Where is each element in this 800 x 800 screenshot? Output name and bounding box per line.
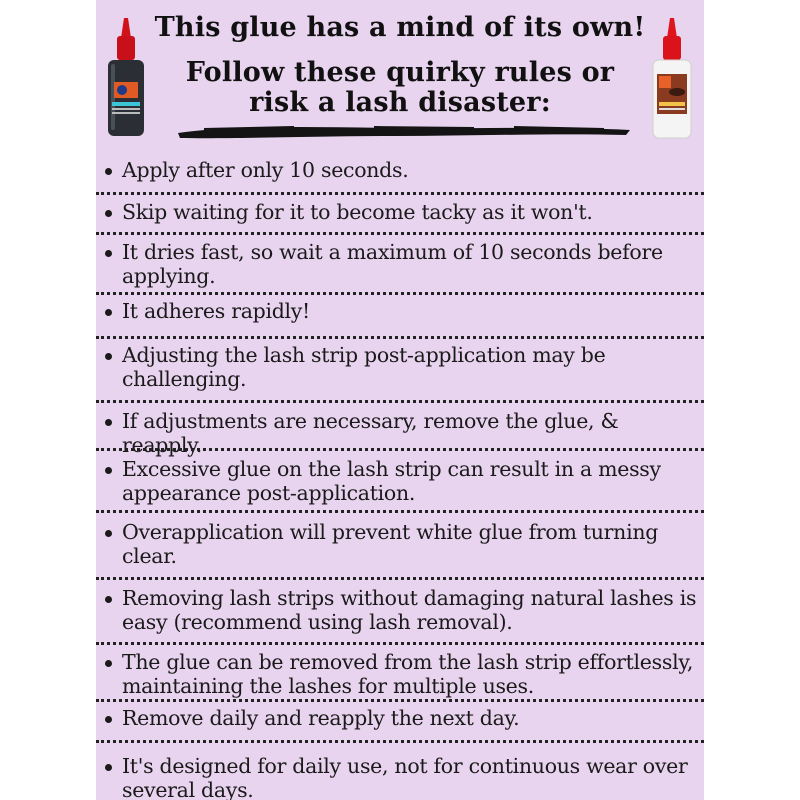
list-item (96, 299, 704, 323)
rule-text: The glue can be removed from the lash strip effortlessly, maintaining the lashes for multiple uses. (122, 650, 694, 698)
rule-text: Skip waiting for it to become tacky as it won't. (122, 200, 593, 224)
bullet-icon (105, 210, 112, 217)
rule-text: It dries fast, so wait a maximum of 10 seconds before applying. (122, 240, 663, 288)
rule-text: Apply after only 10 seconds. (122, 158, 409, 182)
dotted-divider (96, 232, 704, 235)
bullet-icon (105, 530, 112, 537)
dotted-divider (96, 699, 704, 702)
rule-text: Excessive glue on the lash strip can result in a messy appearance post-application. (122, 457, 661, 505)
subheadline (96, 58, 704, 118)
bullet-icon (105, 716, 112, 723)
rules-card (96, 0, 704, 800)
dotted-divider (96, 642, 704, 645)
bullet-icon (105, 353, 112, 360)
rule-text: Remove daily and reapply the next day. (122, 706, 520, 730)
dotted-divider (96, 577, 704, 580)
subheadline-line-2: risk a lash disaster: (249, 87, 551, 118)
dotted-divider (96, 448, 704, 451)
list-item (96, 706, 704, 730)
dotted-divider (96, 336, 704, 339)
rule-text: If adjustments are necessary, remove the glue, & reapply. (122, 409, 619, 457)
rule-text: Overapplication will prevent white glue from turning clear. (122, 520, 659, 568)
rule-text: It adheres rapidly! (122, 299, 310, 323)
rule-text: It's designed for daily use, not for continuous wear over several days. (122, 754, 688, 800)
bullet-icon (105, 309, 112, 316)
bullet-icon (105, 467, 112, 474)
rule-text: Removing lash strips without damaging natural lashes is easy (recommend using lash removal). (122, 586, 697, 634)
list-item (96, 586, 704, 634)
list-item (96, 650, 704, 698)
list-item (96, 200, 704, 224)
list-item (96, 754, 704, 800)
list-item (96, 240, 704, 288)
list-item (96, 520, 704, 568)
dotted-divider (96, 292, 704, 295)
bullet-icon (105, 250, 112, 257)
dotted-divider (96, 740, 704, 743)
dotted-divider (96, 192, 704, 195)
dotted-divider (96, 400, 704, 403)
rule-text: Adjusting the lash strip post-application may be challenging. (122, 343, 606, 391)
list-item (96, 158, 704, 182)
dotted-divider (96, 510, 704, 513)
list-item (96, 457, 704, 505)
bullet-icon (105, 168, 112, 175)
headline: This glue has a mind of its own! (154, 12, 646, 43)
brush-stroke-divider (174, 121, 634, 141)
bullet-icon (105, 660, 112, 667)
bullet-icon (105, 596, 112, 603)
subheadline-line-1: Follow these quirky rules or (185, 57, 615, 88)
bullet-icon (105, 419, 112, 426)
bullet-icon (105, 764, 112, 771)
list-item (96, 343, 704, 391)
